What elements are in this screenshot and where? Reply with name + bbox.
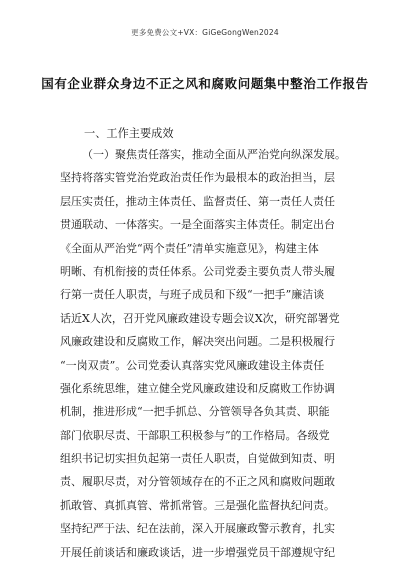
text-line: 话近X人次，召开党风廉政建设专题会议X次，研究部署党	[60, 311, 340, 325]
text-line: 行第一责任人职责，与班子成员和下级“一把手”廉洁谈	[60, 288, 325, 302]
text-line: 开展任前谈话和廉政谈话，进一步增强党员干部遵规守纪	[60, 545, 335, 559]
text-line: 坚持纪严于法、纪在法前，深入开展廉政警示教育，扎实	[60, 522, 335, 536]
text-line: 强化系统思维，建立健全党风廉政建设和反腐败工作协调	[60, 381, 335, 395]
section-heading: 一、工作主要成效	[84, 127, 174, 140]
text-line: （一）聚焦责任落实，推动全面从严治党向纵深发展。	[82, 148, 346, 161]
text-line: 层压实责任，推动主体责任、监督责任、第一责任人责任	[60, 194, 335, 208]
text-line: 明晰、有机衔接的责任体系。公司党委主要负责人带头履	[60, 264, 335, 278]
text-line: 坚持将落实管党治党政治责任作为最根本的政治担当，层	[60, 171, 335, 185]
text-line: 机制，推进形成“一把手抓总、分管领导各负其责、职能	[60, 405, 330, 419]
text-line: 贯通联动、一体落实。一是全面落实主体责任。制定出台	[60, 218, 335, 232]
text-line: 风廉政建设和反腐败工作，解决突出问题。二是积极履行	[60, 335, 335, 349]
text-line: 部门依职尽责、干部职工积极参与”的工作格局。各级党	[60, 428, 330, 442]
document-title: 国有企业群众身边不正之风和腐败问题集中整治工作报告	[41, 76, 369, 91]
header-note: 更多免费公文+VX：GiGeGongWen2024	[131, 28, 279, 37]
text-line: 《全面从严治党“两个责任”清单实施意见》，构建主体	[60, 241, 319, 255]
text-line: 责、履职尽责，对分管领域存在的不正之风和腐败问题敢	[60, 475, 335, 489]
text-line: 抓敢管、真抓真管、常抓常管。三是强化监督执纪问责。	[60, 498, 335, 512]
text-line: “一岗双责”。公司党委认真落实党风廉政建设主体责任	[60, 358, 325, 372]
body-paragraph	[60, 143, 360, 564]
text-line: 组织书记切实担负起第一责任人职责，自觉做到知责、明	[60, 452, 335, 466]
